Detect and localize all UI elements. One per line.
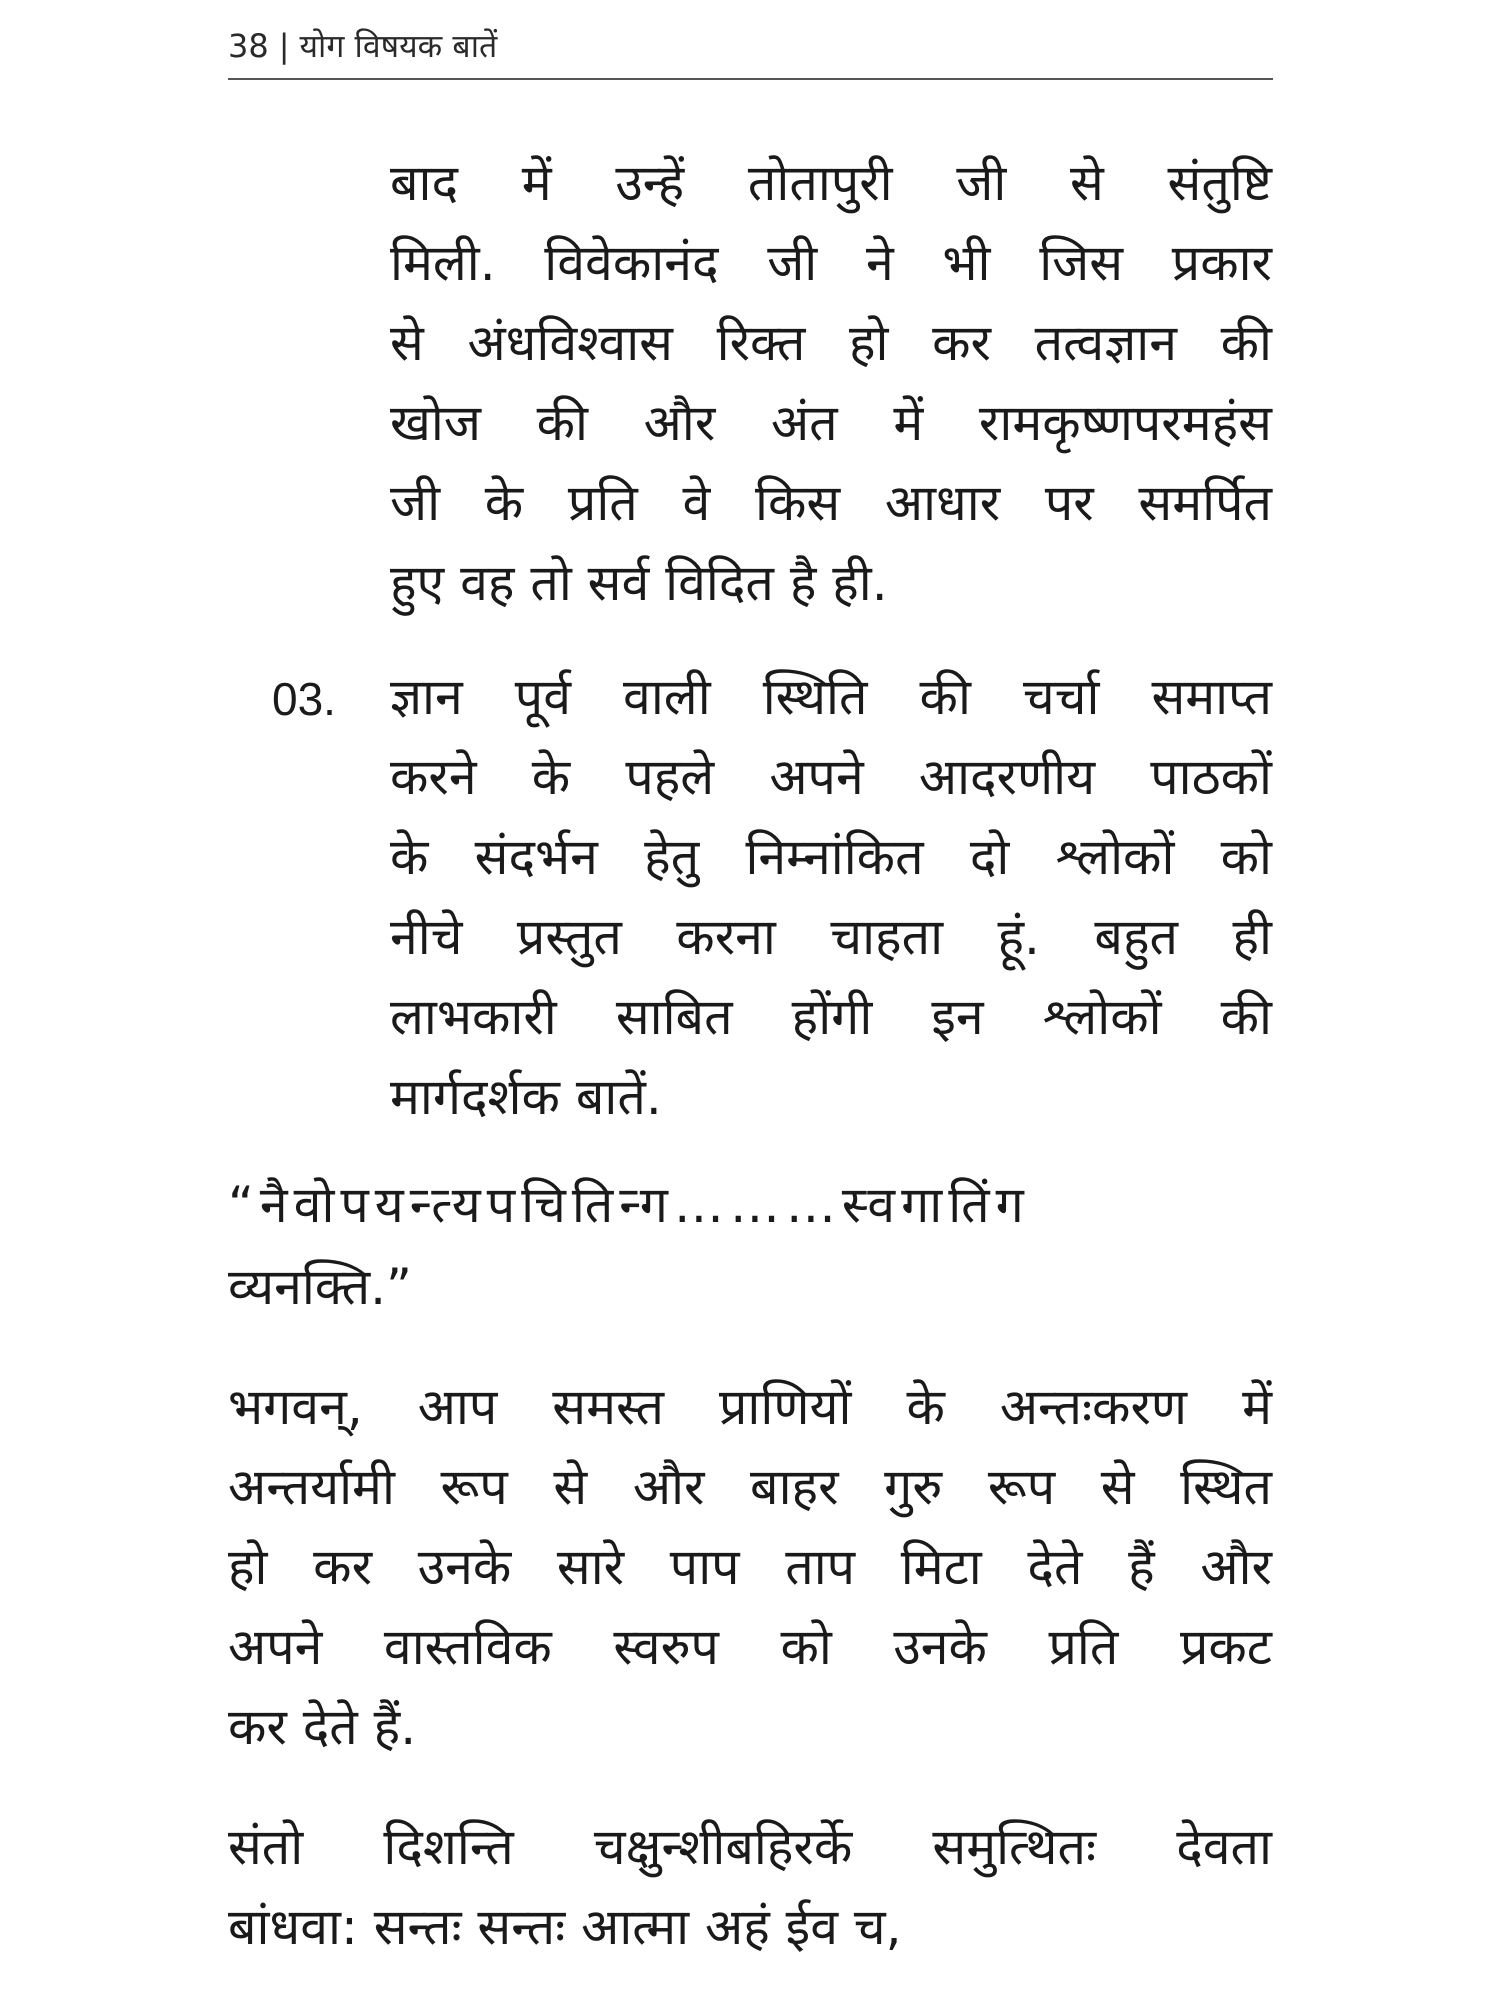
text-line: जी के प्रति वे किस आधार पर समर्पित [390,474,1272,532]
verse-line: “नैवोपयन्त्यपचितिन्ग………स्वगातिंग [228,1176,1030,1234]
book-title: योग विषयक बातें [299,27,498,65]
text-line: मिली. विवेकानंद जी ने भी जिस प्रकार [390,234,1272,292]
text-line: अन्तर्यामी रूप से और बाहर गुरु रूप से स्थित [228,1458,1272,1516]
item-number: 03. [272,673,336,725]
text-line: के संदर्भन हेतु निम्नांकित दो श्लोकों को [390,828,1272,886]
page-number: 38 [228,27,269,65]
verse-line: व्यनक्ति.” [228,1258,412,1316]
text-line: से अंधविश्वास रिक्त हो कर तत्वज्ञान की [390,314,1272,372]
text-line: कर देते हैं. [228,1698,417,1756]
text-line: हो कर उनके सारे पाप ताप मिटा देते हैं और [228,1538,1272,1596]
header-separator: | [278,27,290,65]
header-rule [228,78,1273,80]
running-header [228,24,497,67]
text-line: बाद में उन्हें तोतापुरी जी से संतुष्टि [390,154,1272,212]
verse-line: संतो दिशन्ति चक्षुन्शीबहिरर्के समुत्थितः देवता [228,1818,1272,1876]
text-line: लाभकारी साबित होंगी इन श्लोकों की [390,988,1272,1046]
verse-line: बांधवा: सन्तः सन्तः आत्मा अहं ईव च, [228,1898,902,1956]
text-line: हुए वह तो सर्व विदित है ही. [390,554,888,612]
text-line: ज्ञान पूर्व वाली स्थिति की चर्चा समाप्त [390,668,1272,726]
text-line: अपने वास्तविक स्वरुप को उनके प्रति प्रकट [228,1618,1272,1676]
text-line: मार्गदर्शक बातें. [390,1068,662,1126]
text-line: करने के पहले अपने आदरणीय पाठकों [390,748,1272,806]
text-line: खोज की और अंत में रामकृष्णपरमहंस [390,394,1272,452]
text-line: नीचे प्रस्तुत करना चाहता हूं. बहुत ही [390,908,1272,966]
text-line: भगवन्, आप समस्त प्राणियों के अन्तःकरण में [228,1378,1272,1436]
